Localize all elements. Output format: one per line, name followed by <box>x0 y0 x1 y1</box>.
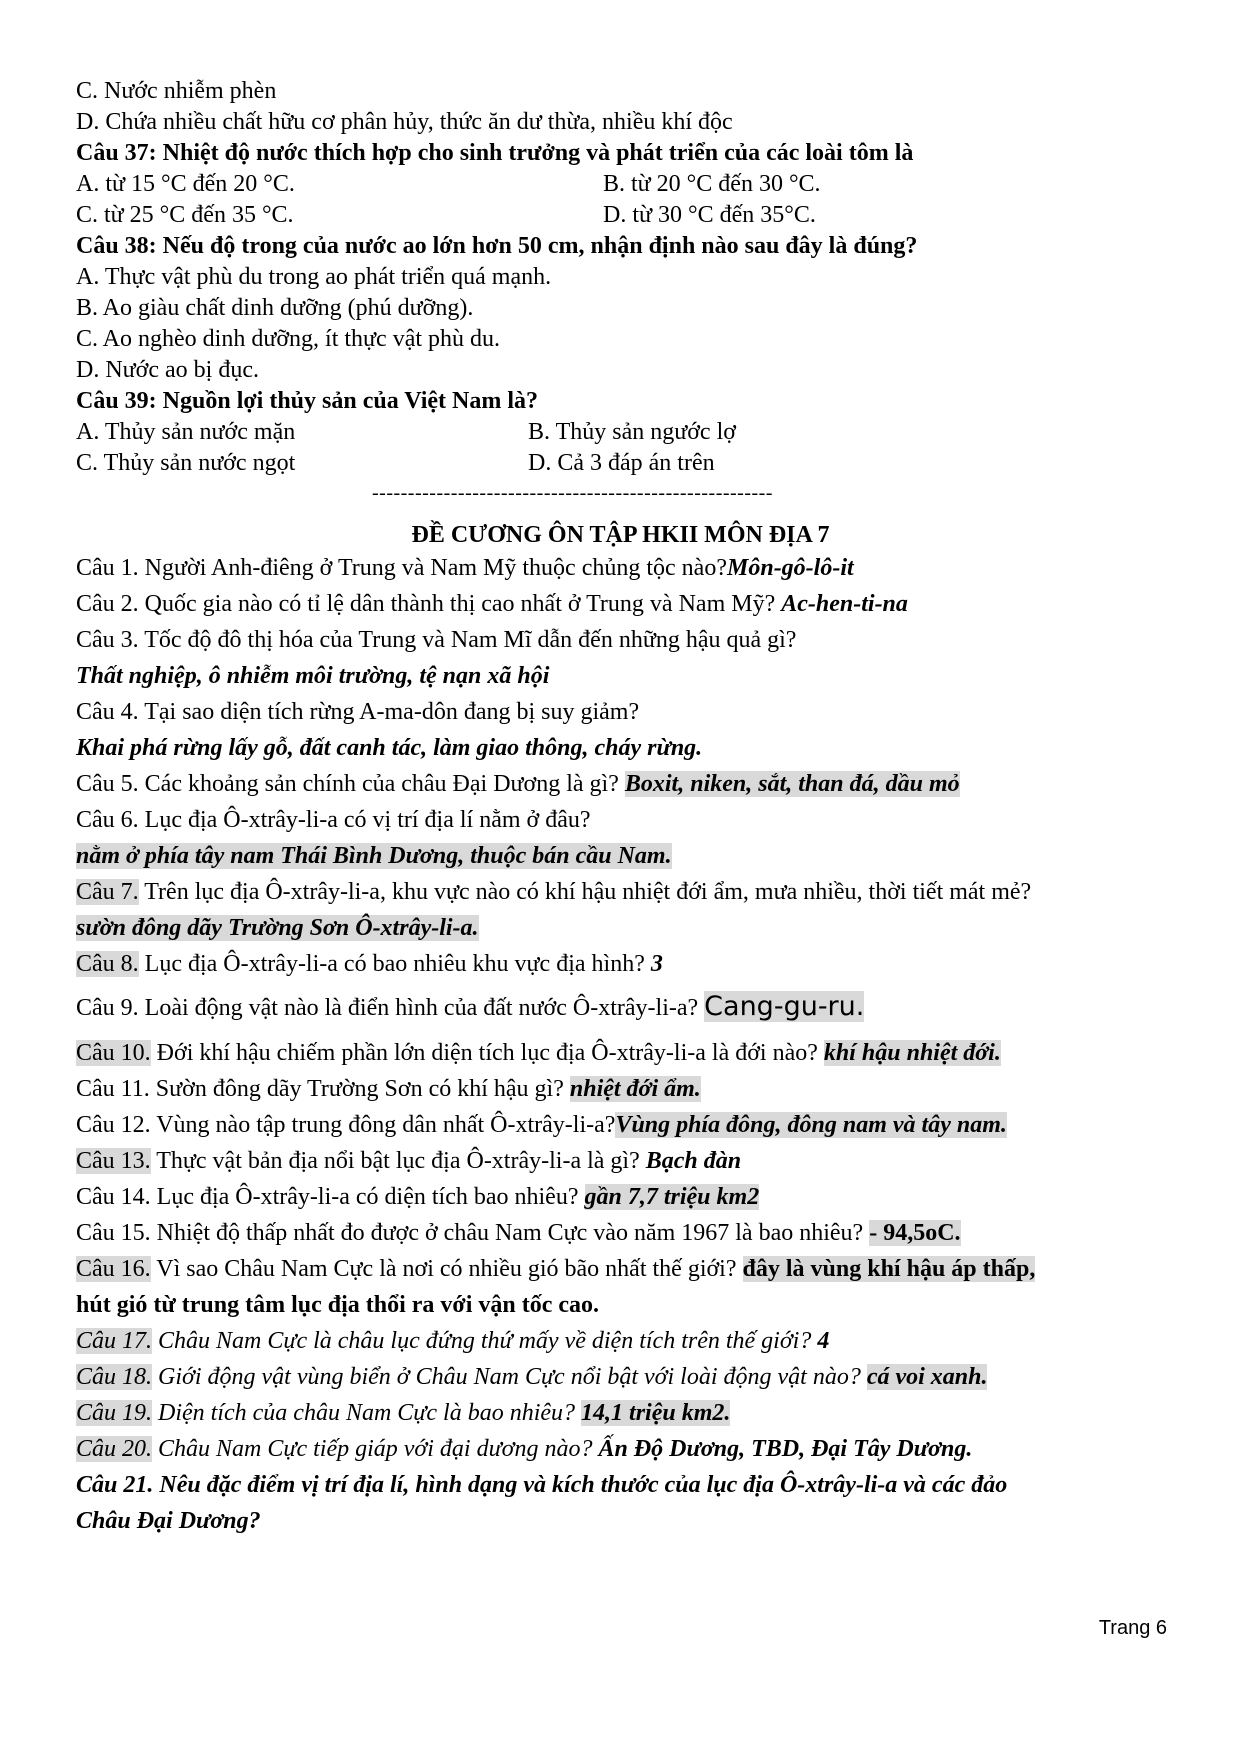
item-20-question: Châu Nam Cực tiếp giáp với đại dương nào? <box>152 1436 599 1462</box>
item-20-answer: Ấn Độ Dương, TBD, Đại Tây Dương. <box>598 1436 973 1462</box>
option-line: D. Chứa nhiều chất hữu cơ phân hủy, thức ăn dư thừa, nhiều khí độc <box>76 109 733 135</box>
item-19-label: Câu 19. <box>76 1400 153 1426</box>
item-4-question: Câu 4. Tại sao diện tích rừng A-ma-dôn đang bị suy giảm? <box>76 699 640 725</box>
q38-option-d: D. Nước ao bị đục. <box>76 357 259 383</box>
item-19-question: Diện tích của châu Nam Cực là bao nhiêu? <box>152 1400 582 1426</box>
item-9-answer: Cang-gu-ru. <box>704 991 865 1022</box>
item-5 <box>76 769 960 799</box>
item-7-answer-text: sườn đông dãy Trường Sơn Ô-xtrây-li-a. <box>76 915 479 941</box>
item-12-question: Câu 12. Vùng nào tập trung đông dân nhất Ô-xtrây-li-a? <box>76 1112 616 1138</box>
item-16 <box>76 1254 1035 1284</box>
item-2-question: Câu 2. Quốc gia nào có tỉ lệ dân thành thị cao nhất ở Trung và Nam Mỹ? <box>76 591 782 617</box>
q38-option-a: A. Thực vật phù du trong ao phát triển quá mạnh. <box>76 264 552 290</box>
item-19 <box>76 1398 730 1428</box>
item-5-question: Câu 5. Các khoảng sản chính của châu Đại Dương là gì? <box>76 771 625 797</box>
item-18-answer: cá voi xanh. <box>866 1364 988 1390</box>
item-1-answer: Môn-gô-lô-it <box>727 555 854 581</box>
item-8 <box>76 949 663 979</box>
q38-option-c: C. Ao nghèo dinh dưỡng, ít thực vật phù du. <box>76 326 501 352</box>
item-16-question: Vì sao Châu Nam Cực là nơi có nhiều gió bão nhất thế giới? <box>150 1256 743 1282</box>
q37-option-c: C. từ 25 °C đến 35 °C. <box>76 202 294 228</box>
item-14 <box>76 1182 759 1212</box>
item-8-answer: 3 <box>650 951 663 977</box>
q39-option-a: A. Thủy sản nước mặn <box>76 419 296 445</box>
item-12 <box>76 1110 1007 1140</box>
item-7-label: Câu 7. <box>76 879 139 905</box>
item-13 <box>76 1146 741 1176</box>
item-20 <box>76 1434 972 1464</box>
item-16-label: Câu 16. <box>76 1256 151 1282</box>
item-6-answer <box>76 841 672 871</box>
page-number: Trang 6 <box>1098 1617 1167 1639</box>
item-14-answer: gần 7,7 triệu km2 <box>584 1184 760 1210</box>
item-6-question: Câu 6. Lục địa Ô-xtrây-li-a có vị trí địa lí nằm ở đâu? <box>76 807 591 833</box>
item-2-answer: Ac-hen-ti-na <box>781 591 908 617</box>
item-2 <box>76 589 908 619</box>
item-8-label: Câu 8. <box>76 951 139 977</box>
section-title: ĐỀ CƯƠNG ÔN TẬP HKII MÔN ĐỊA 7 <box>411 522 830 548</box>
item-11-question: Câu 11. Sườn đông dãy Trường Sơn có khí hậu gì? <box>76 1076 570 1102</box>
item-12-answer: Vùng phía đông, đông nam và tây nam. <box>615 1112 1007 1138</box>
q39-option-c: C. Thủy sản nước ngọt <box>76 450 296 476</box>
item-10-label: Câu 10. <box>76 1040 151 1066</box>
item-15 <box>76 1218 961 1248</box>
item-13-answer: Bạch đàn <box>645 1148 742 1174</box>
item-7 <box>76 877 1031 907</box>
q37-option-a: A. từ 15 °C đến 20 °C. <box>76 171 295 197</box>
item-17-answer: 4 <box>817 1328 830 1354</box>
item-9-question: Câu 9. Loài động vật nào là điển hình của đất nước Ô-xtrây-li-a? <box>76 995 705 1021</box>
q37-option-d: D. từ 30 °C đến 35°C. <box>603 202 816 228</box>
item-21-question-cont: Châu Đại Dương? <box>76 1508 261 1534</box>
question-37: Câu 37: Nhiệt độ nước thích hợp cho sinh trưởng và phát triển của các loài tôm là <box>76 140 914 166</box>
item-9 <box>76 989 864 1026</box>
q38-option-b: B. Ao giàu chất dinh dưỡng (phú dưỡng). <box>76 295 474 321</box>
item-16-answer-cont: hút gió từ trung tâm lục địa thổi ra với vận tốc cao. <box>76 1292 600 1318</box>
question-38: Câu 38: Nếu độ trong của nước ao lớn hơn 50 cm, nhận định nào sau đây là đúng? <box>76 233 918 259</box>
item-1 <box>76 553 854 583</box>
item-18-label: Câu 18. <box>76 1364 153 1390</box>
q39-option-d: D. Cả 3 đáp án trên <box>528 450 715 476</box>
item-10-answer: khí hậu nhiệt đới. <box>823 1040 1001 1066</box>
item-21-question: Câu 21. Nêu đặc điểm vị trí địa lí, hình dạng và kích thước của lục địa Ô-xtrây-li-a và các đảo <box>76 1472 1008 1498</box>
item-10-question: Đới khí hậu chiếm phần lớn diện tích lục địa Ô-xtrây-li-a là đới nào? <box>150 1040 824 1066</box>
item-3-question: Câu 3. Tốc độ đô thị hóa của Trung và Nam Mĩ dẫn đến những hậu quả gì? <box>76 627 797 653</box>
question-39: Câu 39: Nguồn lợi thủy sản của Việt Nam là? <box>76 388 539 414</box>
item-11 <box>76 1074 701 1104</box>
item-13-question: Thực vật bản địa nổi bật lục địa Ô-xtrây-li-a là gì? <box>150 1148 646 1174</box>
item-17-label: Câu 17. <box>76 1328 153 1354</box>
item-20-label: Câu 20. <box>76 1436 153 1462</box>
item-17 <box>76 1326 829 1356</box>
item-18 <box>76 1362 987 1392</box>
item-15-answer: - 94,5oC. <box>869 1220 961 1246</box>
item-10 <box>76 1038 1001 1068</box>
item-6-answer-text: nằm ở phía tây nam Thái Bình Dương, thuộc bán cầu Nam. <box>76 843 672 869</box>
separator-line: -------------------------------------------------------- <box>372 482 773 504</box>
item-17-question: Châu Nam Cực là châu lục đứng thứ mấy về diện tích trên thế giới? <box>152 1328 818 1354</box>
item-11-answer: nhiệt đới ẩm. <box>569 1076 701 1102</box>
item-13-label: Câu 13. <box>76 1148 151 1174</box>
item-14-question: Câu 14. Lục địa Ô-xtrây-li-a có diện tích bao nhiêu? <box>76 1184 585 1210</box>
option-line: C. Nước nhiễm phèn <box>76 78 277 104</box>
item-7-answer <box>76 913 479 943</box>
item-8-question: Lục địa Ô-xtrây-li-a có bao nhiêu khu vực địa hình? <box>138 951 651 977</box>
q39-option-b: B. Thủy sản ngước lợ <box>528 419 736 445</box>
item-4-answer: Khai phá rừng lấy gỗ, đất canh tác, làm giao thông, cháy rừng. <box>76 735 703 761</box>
item-5-answer: Boxit, niken, sắt, than đá, dầu mỏ <box>624 771 960 797</box>
item-3-answer: Thất nghiệp, ô nhiễm môi trường, tệ nạn xã hội <box>76 663 550 689</box>
q37-option-b: B. từ 20 °C đến 30 °C. <box>603 171 821 197</box>
item-16-answer: đây là vùng khí hậu áp thấp, <box>742 1256 1036 1282</box>
item-7-question: Trên lục địa Ô-xtrây-li-a, khu vực nào có khí hậu nhiệt đới ẩm, mưa nhiều, thời tiết mát mẻ? <box>138 879 1032 905</box>
item-18-question: Giới động vật vùng biển ở Châu Nam Cực nổi bật với loài động vật nào? <box>152 1364 867 1390</box>
item-1-question: Câu 1. Người Anh-điêng ở Trung và Nam Mỹ thuộc chủng tộc nào? <box>76 555 727 581</box>
item-15-question: Câu 15. Nhiệt độ thấp nhất đo được ở châu Nam Cực vào năm 1967 là bao nhiêu? <box>76 1220 870 1246</box>
item-19-answer: 14,1 triệu km2. <box>581 1400 731 1426</box>
